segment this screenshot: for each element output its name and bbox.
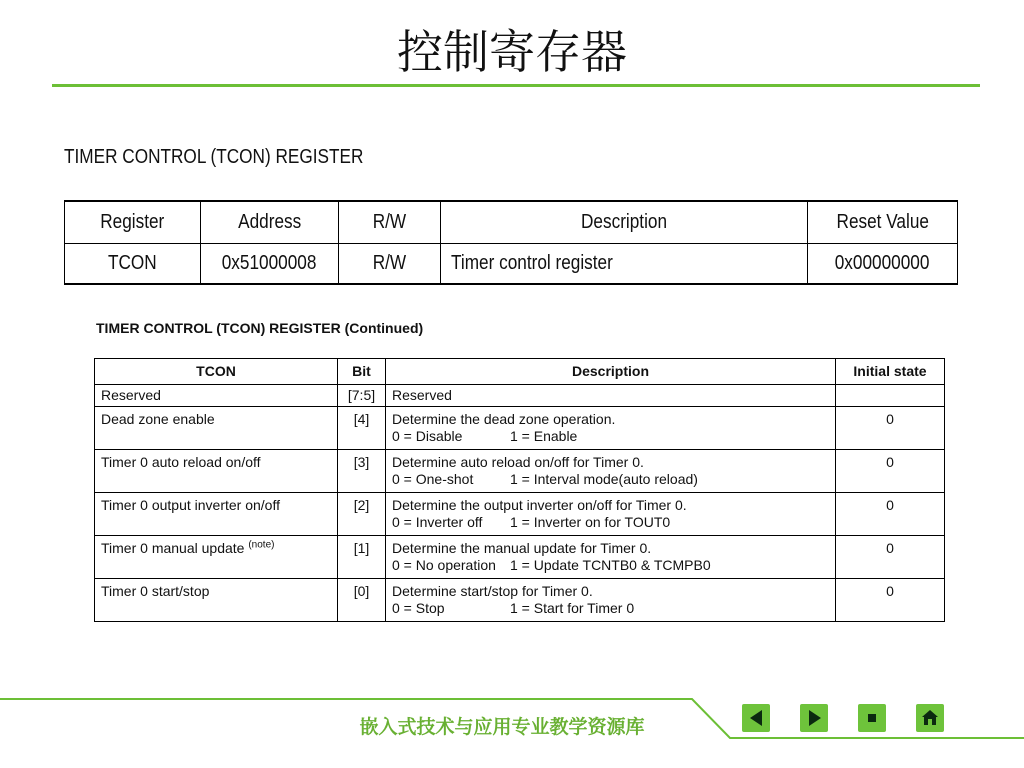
initial-state: 0 <box>836 579 945 622</box>
slide-title: 控制寄存器 <box>397 25 627 79</box>
end-show-button[interactable] <box>858 704 886 732</box>
register-summary-table <box>64 200 958 285</box>
register-table-heading: TIMER CONTROL (TCON) REGISTER <box>64 146 364 168</box>
column-header: Description <box>386 359 836 385</box>
column-header: Bit <box>338 359 386 385</box>
rw-cell: R/W <box>339 243 441 284</box>
initial-state: 0 <box>836 450 945 493</box>
note-marker: (note) <box>248 539 275 551</box>
previous-slide-button[interactable] <box>742 704 770 732</box>
field-description: Determine auto reload on/off for Timer 0. 0 = One-shot 1 = Interval mode(auto reload) <box>386 450 836 493</box>
field-name: Timer 0 manual update $^{(note)}$ <box>95 536 338 579</box>
bit-range: [2] <box>338 493 386 536</box>
register-name-cell: TCON <box>65 243 201 284</box>
column-header: R/W <box>339 201 441 243</box>
bit-table-header-row <box>95 359 945 385</box>
register-table-header-row <box>65 201 958 243</box>
title-divider <box>52 84 980 87</box>
bit-range: [4] <box>338 407 386 450</box>
reset-value-cell: 0x00000000 <box>808 243 958 284</box>
address-cell: 0x51000008 <box>201 243 339 284</box>
table-row <box>65 243 958 284</box>
description-cell: Timer control register <box>441 243 808 284</box>
bit-range: [3] <box>338 450 386 493</box>
field-name: Timer 0 auto reload on/off <box>95 450 338 493</box>
column-header: TCON <box>95 359 338 385</box>
initial-state: 0 <box>836 493 945 536</box>
initial-state: 0 <box>836 536 945 579</box>
initial-state <box>836 385 945 407</box>
field-description: Determine the dead zone operation. 0 = Disable 1 = Enable <box>386 407 836 450</box>
bit-table-heading: TIMER CONTROL (TCON) REGISTER (Continued) <box>96 320 424 336</box>
bit-range: [7:5] <box>338 385 386 407</box>
table-row <box>95 385 945 407</box>
field-description: Determine the output inverter on/off for Timer 0. 0 = Inverter off 1 = Inverter on for TOUT0 <box>386 493 836 536</box>
stop-icon <box>858 704 886 732</box>
field-name: Timer 0 start/stop <box>95 579 338 622</box>
table-row <box>95 493 945 536</box>
footer-title: 嵌入式技术与应用专业教学资源库 <box>359 717 645 738</box>
initial-state: 0 <box>836 407 945 450</box>
field-name: Timer 0 output inverter on/off <box>95 493 338 536</box>
column-header: Initial state <box>836 359 945 385</box>
home-icon <box>916 704 944 732</box>
field-description: Reserved <box>386 385 836 407</box>
column-header: Register <box>65 201 201 243</box>
table-row <box>95 450 945 493</box>
table-row <box>95 579 945 622</box>
field-name: Dead zone enable <box>95 407 338 450</box>
next-icon <box>800 704 828 732</box>
table-row <box>95 407 945 450</box>
bit-range: [1] <box>338 536 386 579</box>
home-button[interactable] <box>916 704 944 732</box>
bit-field-table <box>94 358 945 622</box>
table-row <box>95 536 945 579</box>
previous-icon <box>742 704 770 732</box>
field-description: Determine start/stop for Timer 0. 0 = Stop 1 = Start for Timer 0 <box>386 579 836 622</box>
field-name: Reserved <box>95 385 338 407</box>
next-slide-button[interactable] <box>800 704 828 732</box>
column-header: Reset Value <box>808 201 958 243</box>
column-header: Description <box>441 201 808 243</box>
column-header: Address <box>201 201 339 243</box>
bit-range: [0] <box>338 579 386 622</box>
field-description: Determine the manual update for Timer 0. 0 = No operation 1 = Update TCNTB0 & TCMPB0 <box>386 536 836 579</box>
